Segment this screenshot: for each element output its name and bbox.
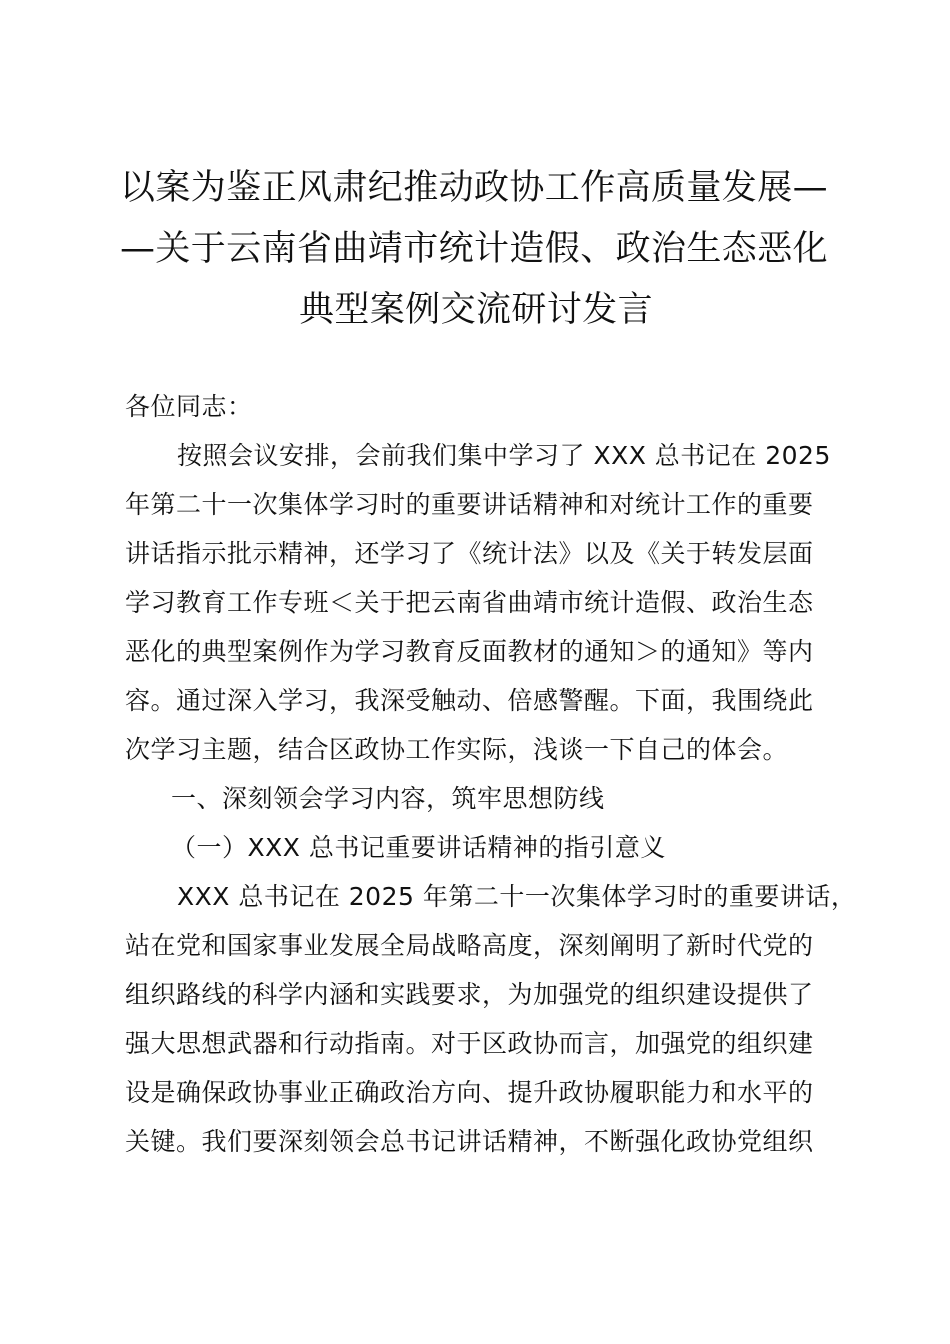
title-line-3: 典型案例交流研讨发言 (298, 290, 653, 330)
section-heading-1 (125, 774, 837, 823)
title-line-1: 以案为鉴正风肃纪推动政协工作高质量发展— (120, 168, 829, 208)
paragraph-line: 设是确保政协事业正确政治方向、提升政协履职能力和水平的 (125, 1078, 814, 1107)
paragraph-line: 次学习主题，结合区政协工作实际，浅谈一下自己的体会。 (125, 735, 789, 764)
sub-heading-text: （一）XXX 总书记重要讲话精神的指引意义 (171, 833, 666, 862)
document-title (120, 158, 832, 341)
sub-heading-1 (125, 823, 837, 872)
document-body (125, 382, 857, 1166)
paragraph-line: 年第二十一次集体学习时的重要讲话精神和对统计工作的重要 (125, 490, 814, 519)
section-heading-text: 一、深刻领会学习内容，筑牢思想防线 (171, 784, 605, 813)
paragraph-line: 站在党和国家事业发展全局战略高度，深刻阐明了新时代党的 (125, 931, 814, 960)
salutation-text: 各位同志： (125, 392, 253, 421)
paragraph-line: 组织路线的科学内涵和实践要求，为加强党的组织建设提供了 (125, 980, 814, 1009)
title-line-2: —关于云南省曲靖市统计造假、政治生态恶化 (120, 229, 829, 269)
paragraph-line: 强大思想武器和行动指南。对于区政协而言，加强党的组织建 (125, 1029, 814, 1058)
paragraph-line: XXX 总书记在 2025 年第二十一次集体学习时的重要讲话， (177, 882, 857, 911)
paragraph-line: 容。通过深入学习，我深受触动、倍感警醒。下面，我围绕此 (125, 686, 814, 715)
paragraph-intro (125, 431, 837, 774)
paragraph-line: 关键。我们要深刻领会总书记讲话精神，不断强化政协党组织 (125, 1127, 814, 1156)
paragraph-line: 按照会议安排，会前我们集中学习了 XXX 总书记在 2025 (177, 441, 831, 470)
paragraph-line: 讲话指示批示精神，还学习了《统计法》以及《关于转发层面 (125, 539, 814, 568)
paragraph-guidance (125, 872, 857, 1166)
paragraph-line: 学习教育工作专班＜关于把云南省曲靖市统计造假、政治生态 (125, 588, 814, 617)
paragraph-line: 恶化的典型案例作为学习教育反面教材的通知＞的通知》等内 (125, 637, 814, 666)
salutation (125, 382, 837, 431)
